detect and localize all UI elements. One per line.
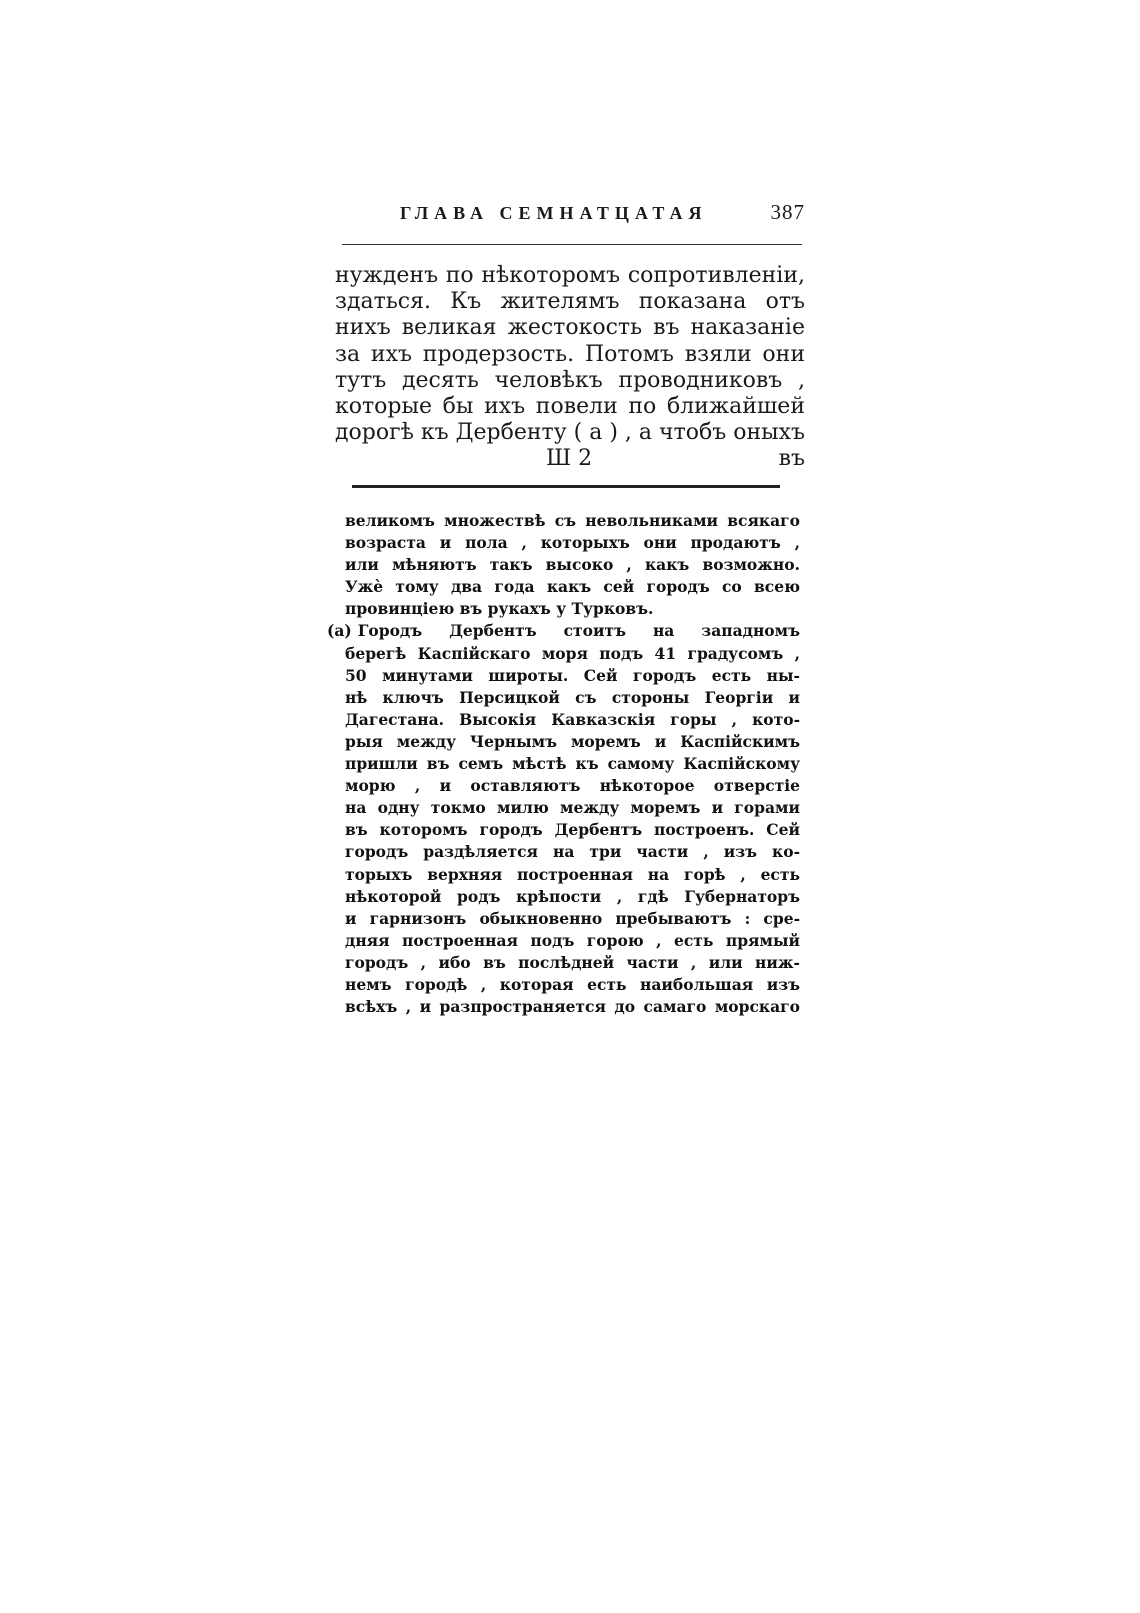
footnote-rule — [352, 485, 780, 488]
footnote-a-line: немъ городѣ , которая есть наибольшая изъ — [345, 974, 800, 994]
footnote-line: или мѣняютъ такъ высоко , какъ возможно. — [345, 555, 800, 575]
footnote-a-line: берегѣ Каспійскаго моря подъ 41 градусомъ , — [345, 643, 800, 663]
catchword: въ — [778, 446, 805, 472]
main-line: тутъ десять человѣкъ проводниковъ , — [335, 367, 805, 393]
footnote-line: Ужè тому два года какъ сей городъ со всею — [345, 577, 800, 597]
footnote-marker: (а) — [327, 621, 352, 641]
footnote-a-line: городъ раздѣляется на три части , изъ ко- — [345, 842, 800, 862]
footnotes — [327, 510, 800, 1018]
footnote-a-line: нѣ ключъ Персицкой съ стороны Георгіи и — [345, 687, 800, 707]
footnote-a-line: Дагестана. Высокія Кавказскія горы , кото- — [345, 709, 800, 729]
signature-mark: Ш 2 — [546, 446, 593, 472]
footnote-a-line: рыя между Чернымъ моремъ и Каспійскимъ — [345, 731, 800, 751]
main-line: нужденъ по нѣкоторомъ сопротивленіи, — [335, 263, 805, 288]
main-line: здаться. Къ жителямъ показана отъ — [335, 289, 805, 315]
running-head: ГЛАВА СЕМНАТЦАТАЯ — [400, 203, 708, 223]
main-line: дорогѣ къ Дербенту ( а ) , а чтобъ оныхъ — [335, 420, 806, 446]
footnote-a-line: дняя построенная подъ горою , есть прямый — [345, 930, 800, 950]
footnote-line: великомъ множествѣ съ невольниками всякаго — [345, 511, 800, 530]
page-header — [400, 200, 805, 233]
page-number: 387 — [770, 200, 805, 224]
footnote-a-line: морю , и оставляютъ нѣкоторое отверстіе — [345, 776, 800, 796]
footnote-a-line: всѣхъ , и разпространяется до самаго морскаго — [345, 997, 800, 1017]
footnote-a-line: нѣкоторой родъ крѣпости , гдѣ Губернаторъ — [345, 886, 800, 906]
main-line: нихъ великая жестокость въ наказаніе — [335, 315, 805, 341]
signature-line — [335, 446, 805, 472]
main-line: которые бы ихъ повели по ближайшей — [335, 393, 805, 419]
footnote-a-line: городъ , ибо въ послѣдней части , или ниж- — [345, 952, 800, 972]
footnote-a-line: 50 минутами широты. Сей городъ есть ны- — [345, 665, 800, 685]
footnote-a-line: и гарнизонъ обыкновенно пребываютъ : сре- — [345, 908, 800, 928]
main-text — [335, 263, 805, 473]
footnote-a-text: Городъ Дербентъ стоитъ на западномъ — [357, 621, 800, 641]
footnote-a-line: пришли въ семъ мѣстѣ къ самому Каспійскому — [345, 754, 800, 774]
footnote-line: провинціею въ рукахъ у Турковъ. — [345, 599, 654, 619]
footnote-a-first-line — [327, 620, 800, 642]
footnote-a-line: въ которомъ городъ Дербентъ построенъ. Сей — [345, 820, 800, 840]
footnote-a-line: на одну токмо милю между моремъ и горами — [345, 798, 800, 818]
footnote-a-line: торыхъ верхняя построенная на горѣ , есть — [345, 864, 800, 884]
main-line: за ихъ продерзость. Потомъ взяли они — [335, 341, 805, 367]
footnote-line: возраста и пола , которыхъ они продаютъ , — [345, 533, 800, 553]
header-rule — [342, 244, 802, 245]
